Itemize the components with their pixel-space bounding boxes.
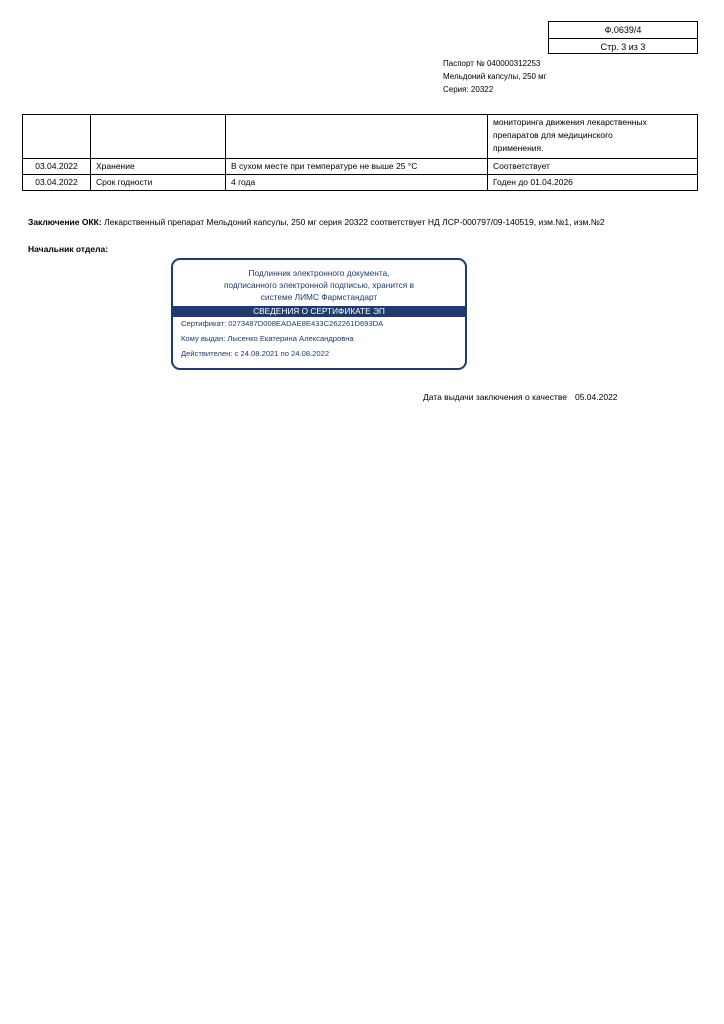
form-code-box bbox=[548, 21, 698, 54]
row-date: 03.04.2022 bbox=[23, 175, 91, 191]
stamp-heading: Подлинник электронного документа, подписанного электронной подписью, хранится в системе ЛИМС Фармстандарт bbox=[223, 268, 415, 302]
form-code: Ф.0639/4 bbox=[604, 25, 642, 35]
certificate-owner: Кому выдан: Лысенко Екатерина Александровна bbox=[181, 334, 354, 343]
page-number: Стр. 3 из 3 bbox=[549, 38, 697, 55]
row-result: Соответствует bbox=[488, 159, 698, 175]
stamp-band: СВЕДЕНИЯ О СЕРТИФИКАТЕ ЭП bbox=[173, 306, 465, 317]
conclusion-text: Лекарственный препарат Мельдоний капсулы, 250 мг серия 20322 соответствует НД ЛСР-000797/09-140519, изм.№1, изм.№2 bbox=[104, 217, 605, 227]
issue-date-label: Дата выдачи заключения о качестве bbox=[423, 392, 567, 402]
row-indicator: Хранение bbox=[91, 159, 226, 175]
table-row bbox=[23, 175, 698, 191]
row-result: Годен до 01.04.2026 bbox=[488, 175, 698, 191]
table-cell bbox=[23, 115, 91, 159]
series-number: Серия: 20322 bbox=[443, 85, 494, 94]
row-requirement: 4 года bbox=[226, 175, 488, 191]
e-signature-stamp bbox=[171, 258, 467, 370]
continuation-cell: мониторинга движения лекарственных препаратов для медицинского применения. bbox=[488, 115, 698, 159]
passport-number: Паспорт № 040000312253 bbox=[443, 59, 541, 68]
row-date: 03.04.2022 bbox=[23, 159, 91, 175]
department-head-label: Начальник отдела: bbox=[28, 244, 109, 254]
results-table bbox=[22, 114, 698, 191]
row-requirement: В сухом месте при температуре не выше 25 °C bbox=[226, 159, 488, 175]
table-cell bbox=[226, 115, 488, 159]
table-row bbox=[23, 115, 698, 159]
issue-date bbox=[423, 392, 618, 402]
table-cell bbox=[91, 115, 226, 159]
issue-date-value: 05.04.2022 bbox=[574, 392, 618, 402]
certificate-number: Сертификат: 0273487D008EADAE8E433C262261D693DA bbox=[181, 319, 384, 328]
conclusion-label: Заключение ОКК: bbox=[28, 217, 102, 227]
passport-info bbox=[443, 57, 547, 96]
qc-conclusion bbox=[28, 216, 628, 229]
certificate-validity: Действителен: с 24.08.2021 по 24.08.2022 bbox=[181, 349, 330, 358]
product-name: Мельдоний капсулы, 250 мг bbox=[443, 72, 547, 81]
row-indicator: Срок годности bbox=[91, 175, 226, 191]
table-row bbox=[23, 159, 698, 175]
